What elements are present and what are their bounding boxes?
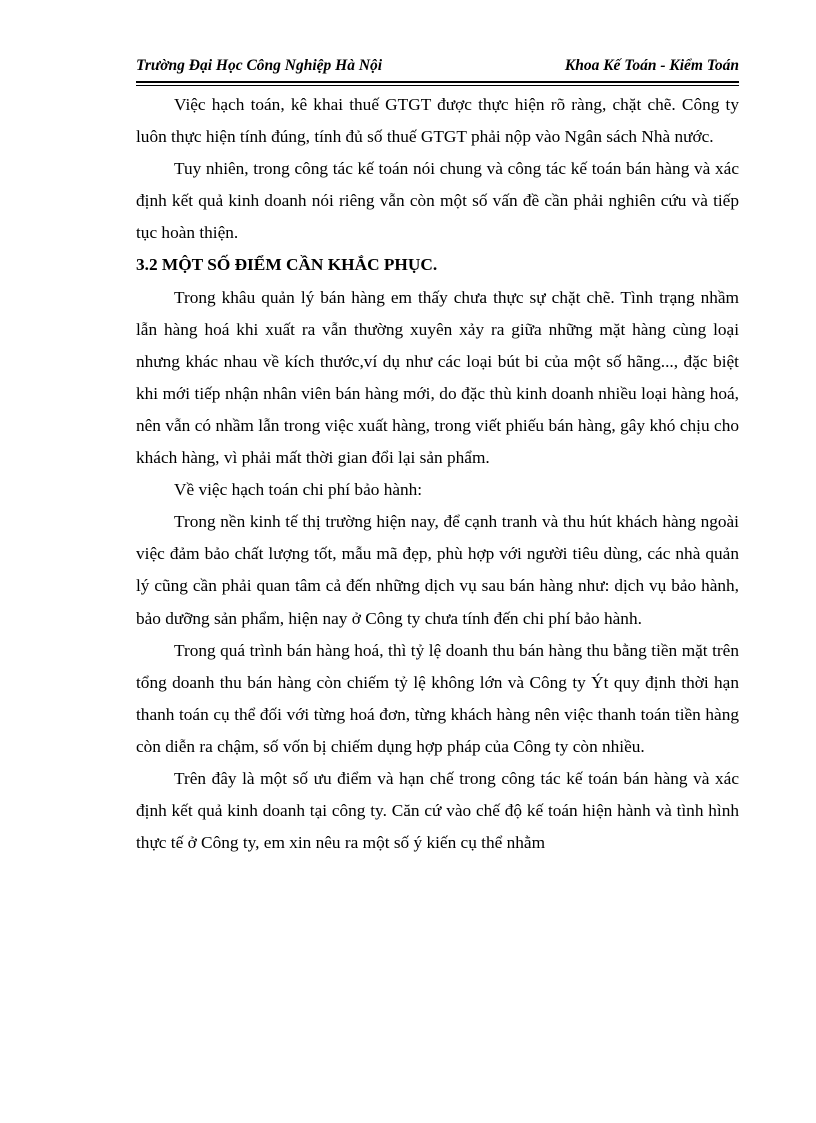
paragraph-conclusion: Trên đây là một số ưu điểm và hạn chế trong công tác kế toán bán hàng và xác định kết quả kinh doanh tại công ty. Căn cứ vào chế độ kế toán hiện hành và tình hình thực tế ở Công ty, em xin nêu ra một số ý kiến cụ thể nhằm: [136, 768, 739, 853]
paragraph-warranty-intro: Về việc hạch toán chi phí bảo hành:: [174, 480, 423, 500]
paragraph-market-economy: Trong nền kinh tế thị trường hiện nay, để cạnh tranh và thu hút khách hàng ngoài việc đảm bảo chất lượng tốt, mẫu mã đẹp, phù hợp với người tiêu dùng, các nhà quản lý cũng cần phải quan tâm cả đến những dịch vụ sau bán hàng như: dịch vụ bảo hành, bảo dưỡng sản phẩm, hiện nay ở Công ty chưa tính đến chi phí bảo hành.: [136, 512, 739, 628]
header-rule-thin: [136, 85, 739, 86]
header-rule-thick: [136, 81, 739, 83]
page-header: [136, 57, 739, 79]
paragraph-however: Tuy nhiên, trong công tác kế toán nói chung và công tác kế toán bán hàng và xác định kết quả kinh doanh nói riêng vẫn còn một số vấn đề cần phải nghiên cứu và tiếp tục hoàn thiện.: [136, 159, 739, 243]
paragraph-vat-accounting: Việc hạch toán, kê khai thuế GTGT được thực hiện rõ ràng, chặt chẽ. Công ty luôn thực hiện tính đúng, tính đủ số thuế GTGT phải nộp vào Ngân sách Nhà nước.: [136, 95, 739, 147]
paragraph-sales-management: Trong khâu quản lý bán hàng em thấy chưa thực sự chặt chẽ. Tình trạng nhầm lẫn hàng hoá khi xuất ra vẫn thường xuyên xảy ra giữa những mặt hàng cùng loại nhưng khác nhau về kích thước,ví dụ như các loại bút bi của một số hãng..., đặc biệt khi mới tiếp nhận nhân viên bán hàng mới, do đặc thù kinh doanh nhiều loại hàng hoá, nên vẫn có nhầm lẫn trong việc xuất hàng, trong viết phiếu bán hàng, gây khó chịu cho khách hàng, vì phải mất thời gian đổi lại sản phẩm.: [136, 287, 739, 468]
document-body: [136, 89, 739, 859]
paragraph-sales-process: Trong quá trình bán hàng hoá, thì tỷ lệ doanh thu bán hàng thu bằng tiền mặt trên tổng doanh thu bán hàng còn chiếm tỷ lệ không lớn và Công ty Ýt quy định thời hạn thanh toán cụ thể đối với từng hoá đơn, từng khách hàng nên việc thanh toán tiền hàng còn diễn ra chậm, số vốn bị chiếm dụng hợp pháp của Công ty còn nhiều.: [136, 640, 739, 756]
header-department: Khoa Kế Toán - Kiểm Toán: [564, 57, 739, 74]
section-heading: 3.2 MỘT SỐ ĐIỂM CẦN KHẮC PHỤC.: [136, 255, 438, 275]
header-school: Trường Đại Học Công Nghiệp Hà Nội: [136, 57, 383, 74]
